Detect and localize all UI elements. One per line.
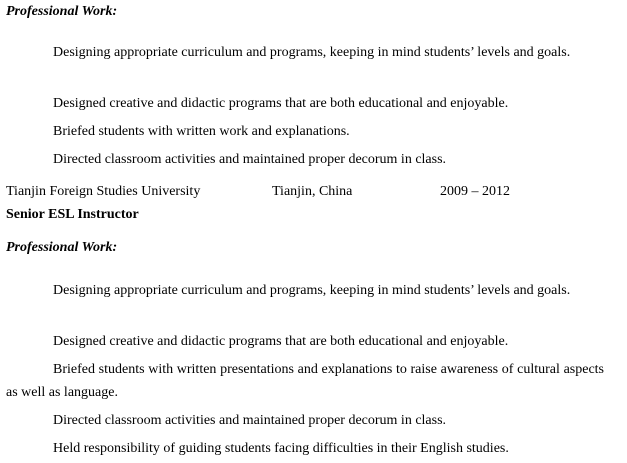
job-dates: 2009 – 2012 xyxy=(440,184,510,199)
duty-item: Designing appropriate curriculum and programs, keeping in mind students’ levels and goals. xyxy=(53,45,571,60)
institution-name: Tianjin Foreign Studies University xyxy=(6,184,201,199)
duty-item: Directed classroom activities and maintained proper decorum in class. xyxy=(53,152,447,167)
duty-item: Briefed students with written presentations and explanations to raise awareness of cultural aspects as well as language. xyxy=(6,362,604,400)
section-heading: Professional Work: xyxy=(6,4,118,19)
duty-item: Designing appropriate curriculum and programs, keeping in mind students’ levels and goals. xyxy=(53,283,571,298)
section-heading: Professional Work: xyxy=(6,240,118,255)
job-location: Tianjin, China xyxy=(272,184,353,199)
job-title: Senior ESL Instructor xyxy=(6,207,139,222)
duty-item: Directed classroom activities and maintained proper decorum in class. xyxy=(53,413,447,428)
duty-item: Designed creative and didactic programs that are both educational and enjoyable. xyxy=(53,96,509,111)
duty-item: Designed creative and didactic programs that are both educational and enjoyable. xyxy=(53,334,509,349)
duty-item: Briefed students with written work and explanations. xyxy=(53,124,350,139)
duty-item: Held responsibility of guiding students facing difficulties in their English studies. xyxy=(53,441,509,456)
